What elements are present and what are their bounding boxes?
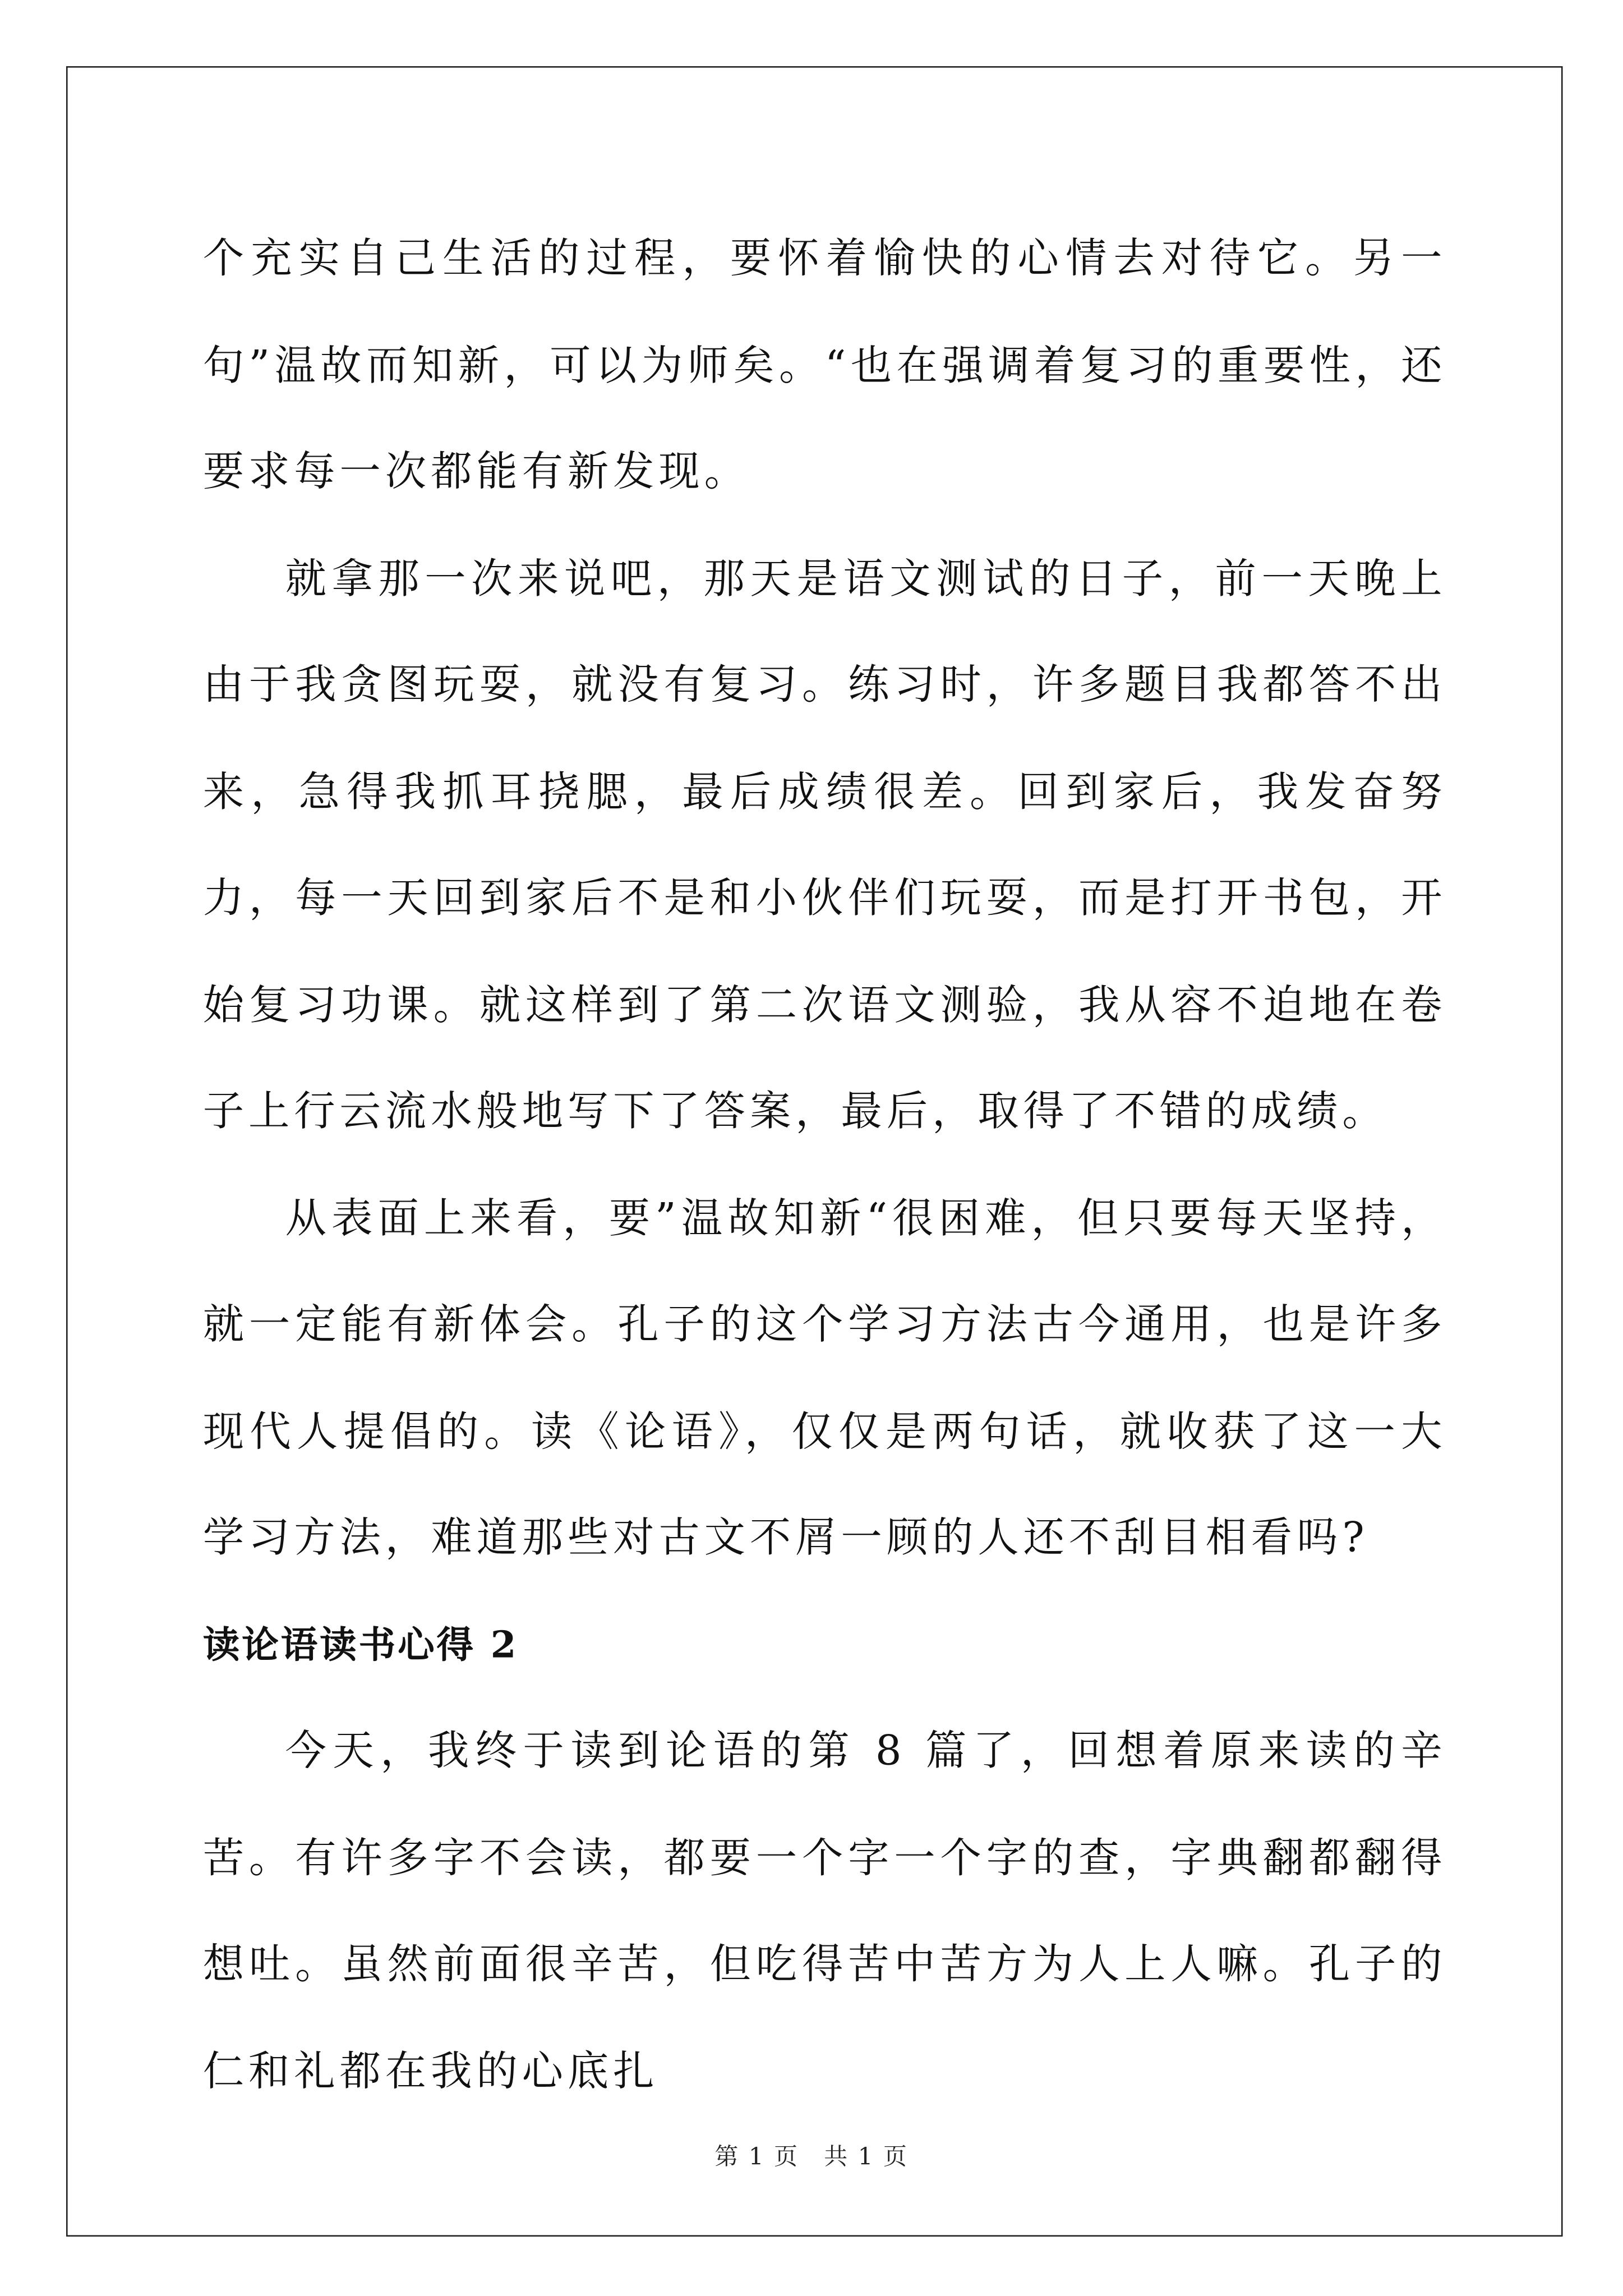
- page-footer: 第 1 页 共 1 页: [714, 2142, 909, 2171]
- paragraph-4: 今天，我终于读到论语的第 8 篇了，回想着原来读的辛苦。有许多字不会读，都要一个字一个字的查，字典翻都翻得想吐。虽然前面很辛苦，但吃得苦中苦方为人上人嘛。孔子的仁和礼都在我的心底扎: [202, 1726, 1447, 2095]
- paragraph-3: 从表面上来看，要”温故知新“很困难，但只要每天坚持，就一定能有新体会。孔子的这个学习方法古今通用，也是许多现代人提倡的。读《论语》，仅仅是两句话，就收获了这一大学习方法，难道那些对古文不屑一顾的人还不刮目相看吗?: [202, 1193, 1447, 1562]
- document-body: [203, 206, 1447, 2125]
- section-heading: 读论语读书心得 2: [202, 1622, 519, 1665]
- paragraph-1: 个充实自己生活的过程，要怀着愉快的心情去对待它。另一句”温故而知新，可以为师矣。“也在强调着复习的重要性，还要求每一次都能有新发现。: [202, 233, 1447, 496]
- paragraph-2: 就拿那一次来说吧，那天是语文测试的日子，前一天晚上由于我贪图玩耍，就没有复习。练习时，许多题目我都答不出来，急得我抓耳挠腮，最后成绩很差。回到家后，我发奋努力，每一天回到家后不是和小伙伴们玩耍，而是打开书包，开始复习功课。就这样到了第二次语文测验，我从容不迫地在卷子上行云流水般地写下了答案，最后，取得了不错的成绩。: [202, 553, 1447, 1135]
